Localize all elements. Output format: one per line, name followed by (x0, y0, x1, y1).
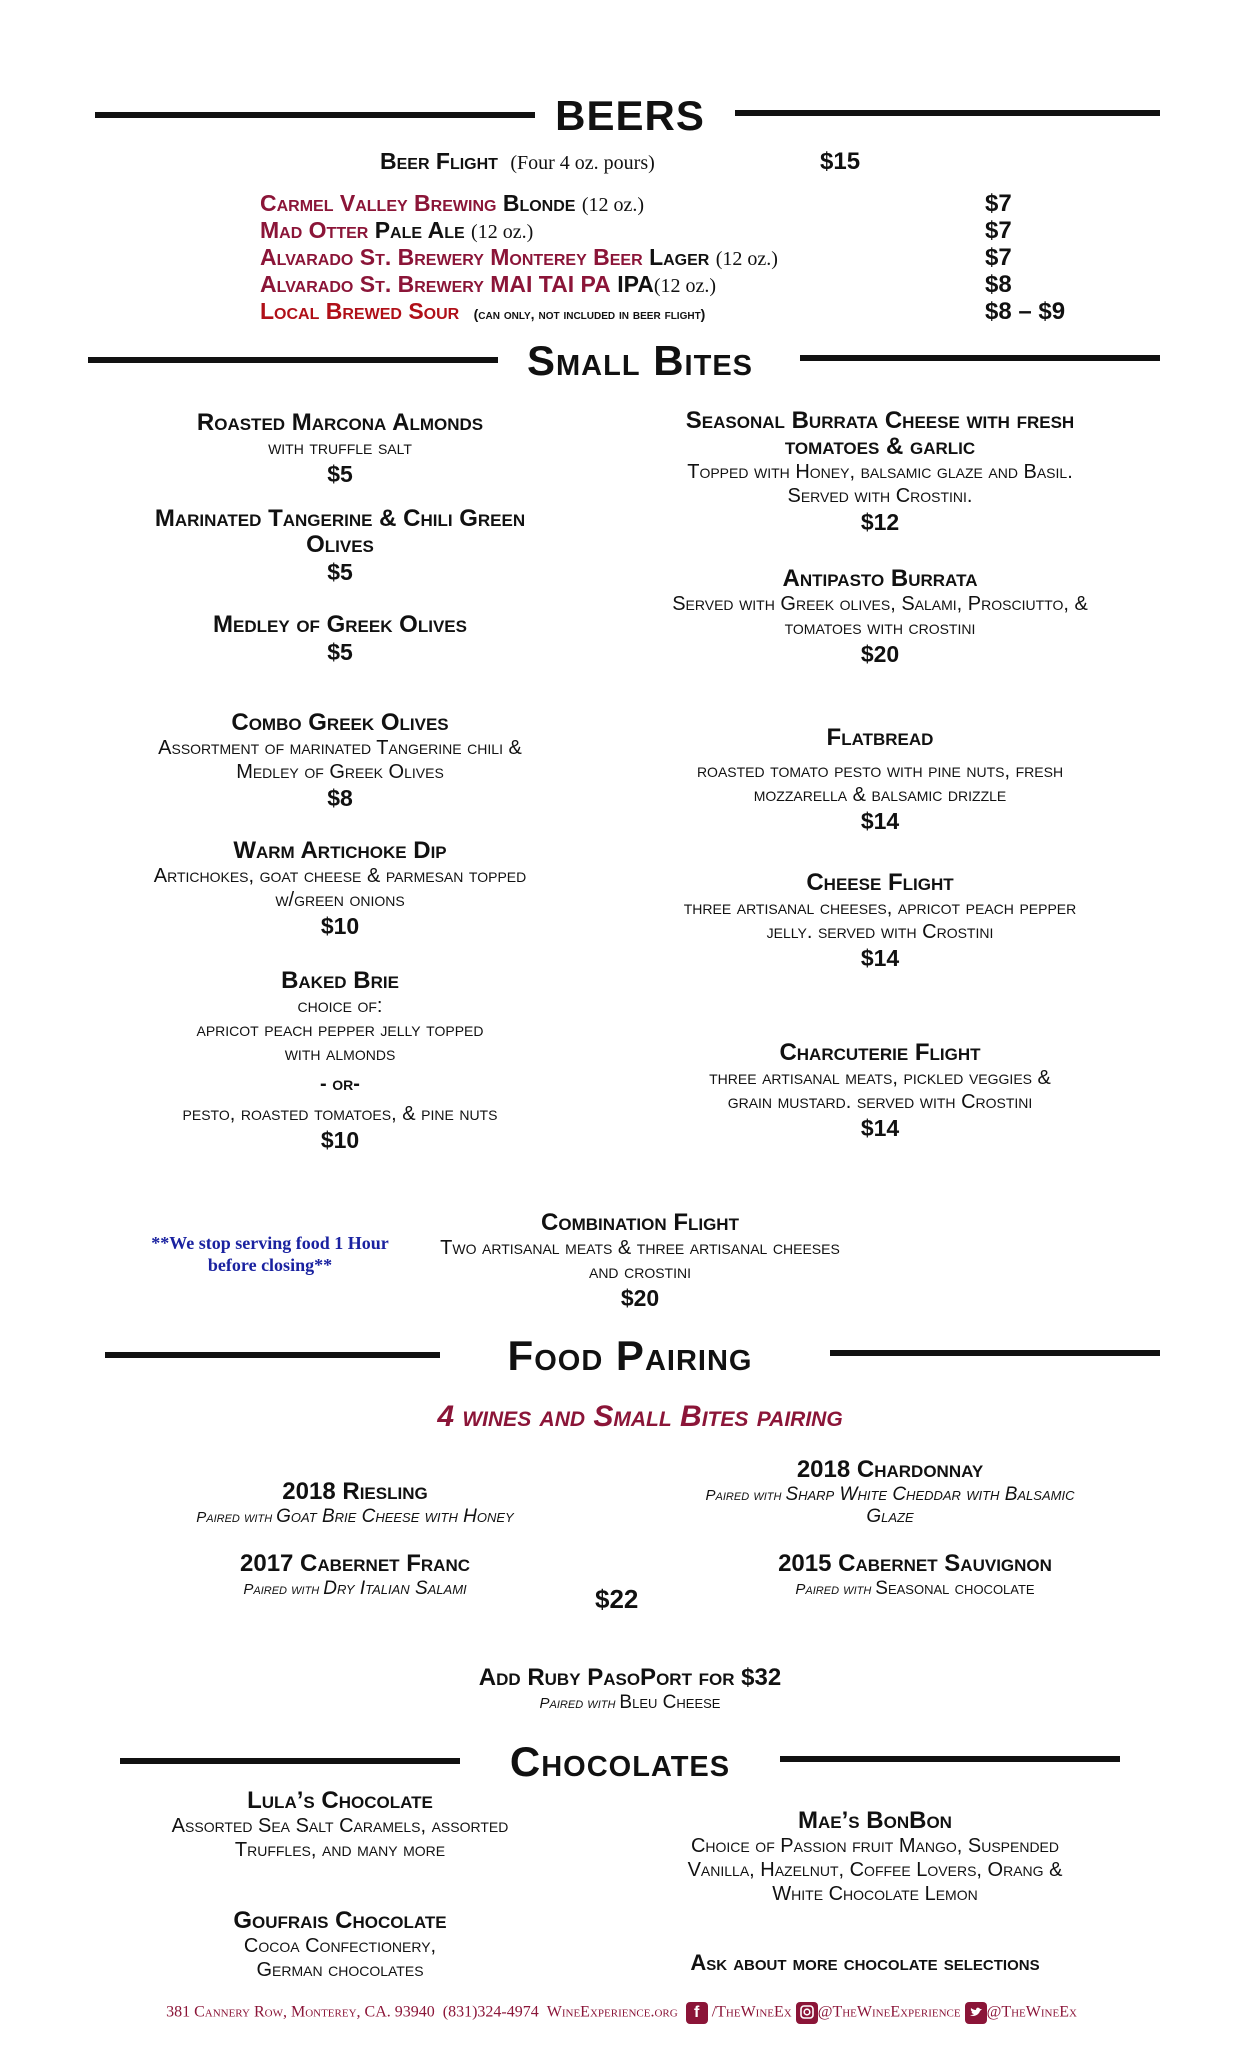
small-bites-rule-right (800, 355, 1160, 361)
footer (0, 2002, 1243, 2024)
menu-item: Medley of Greek Olives $5 (213, 611, 467, 665)
wine-pairing: 2018 Riesling Paired with Goat Brie Cheese with Honey (196, 1478, 514, 1527)
wine-pairing: 2018 Chardonnay Paired with Sharp White Cheddar with Balsamic Glaze (705, 1456, 1075, 1527)
menu-item: Flatbread roasted tomato pesto with pine nuts, fresh mozzarella & balsamic drizzle $14 (696, 724, 1064, 834)
port-addon: Add Ruby PasoPort for $32 Paired with Bleu Cheese (478, 1664, 782, 1713)
beer-flight-name: Beer Flight (380, 148, 498, 174)
food-pairing-rule-right (830, 1350, 1160, 1356)
beer-item: Mad Otter Pale Ale (12 oz.) (260, 217, 534, 243)
small-bites-rule-left (88, 357, 498, 363)
beer-item: Alvarado St. Brewery MAI TAI PA IPA(12 oz.) (260, 271, 717, 297)
chocolate-item: Lula’s Chocolate Assorted Sea Salt Caramels, assorted Truffles, and many more (171, 1787, 509, 1861)
instagram-icon[interactable] (796, 2002, 818, 2024)
food-pairing-rule-left (105, 1352, 440, 1358)
footer-website[interactable]: WineExperience.org (546, 2003, 678, 2021)
menu-item-combination: Combination Flight Two artisanal meats & three artisanal cheeses and crostini $20 (440, 1209, 840, 1311)
beer-price: $8 (985, 271, 1012, 298)
beer-item: Alvarado St. Brewery Monterey Beer Lager (12 oz.) (260, 244, 778, 270)
menu-item: Combo Greek Olives Assortment of marinated Tangerine chili & Medley of Greek Olives $8 (158, 709, 522, 811)
beer-price: $7 (985, 217, 1012, 244)
beer-price: $8 – $9 (985, 298, 1066, 325)
chocolate-item: Mae’s BonBon Choice of Passion fruit Mango, Suspended Vanilla, Hazelnut, Coffee Lovers, Orang & White Chocolate Lemon (687, 1807, 1063, 1905)
menu-item: Antipasto Burrata Served with Greek olives, Salami, Prosciutto, & tomatoes with crostini $20 (672, 565, 1088, 667)
beer-price: $7 (985, 244, 1012, 271)
menu-item: Seasonal Burrata Cheese with fresh tomatoes & garlic Topped with Honey, balsamic glaze and Basil. Served with Crostini. $12 (685, 407, 1075, 535)
twitter-icon[interactable] (965, 2002, 987, 2024)
menu-item: Roasted Marcona Almonds with truffle salt $5 (196, 409, 484, 487)
food-pairing-price: $22 (595, 1584, 639, 1614)
footer-address: 381 Cannery Row, Monterey, CA. 93940 (166, 2003, 435, 2021)
footer-twitter[interactable]: @TheWineEx (986, 2003, 1077, 2021)
chocolates-rule-left (120, 1758, 460, 1764)
beer-flight-price: $15 (820, 148, 861, 175)
menu-item: Cheese Flight three artisanal cheeses, apricot peach pepper jelly. served with Crostini $14 (683, 869, 1077, 971)
ask-more-chocolates: Ask about more chocolate selections (690, 1950, 1040, 1975)
food-pairing-title: Food Pairing (507, 1332, 753, 1379)
food-service-notice: **We stop serving food 1 Hour before closing** (151, 1233, 389, 1275)
beers-rule-left (95, 112, 535, 118)
chocolates-title: Chocolates (509, 1738, 731, 1785)
small-bites-title: Small Bites (527, 337, 753, 384)
facebook-icon[interactable]: f (686, 2002, 708, 2024)
beer-flight-note: (Four 4 oz. pours) (510, 152, 655, 174)
menu-item: Marinated Tangerine & Chili Green Olives $5 (154, 505, 526, 585)
beer-item: Carmel Valley Brewing Blonde (12 oz.) (260, 190, 645, 216)
chocolate-item: Goufrais Chocolate Cocoa Confectionery, German chocolates (233, 1907, 447, 1981)
chocolates-rule-right (780, 1756, 1120, 1762)
footer-instagram[interactable]: @TheWineExperience (817, 2003, 961, 2021)
food-pairing-subtitle: 4 wines and Small Bites pairing (437, 1400, 843, 1433)
footer-phone[interactable]: (831)324-4974 (442, 2003, 539, 2021)
footer-facebook[interactable]: /TheWineEx (711, 2003, 792, 2021)
beer-flight (380, 148, 655, 175)
wine-pairing: 2017 Cabernet Franc Paired with Dry Italian Salami (240, 1550, 470, 1599)
beer-item: Local Brewed Sour (can only, not included in beer flight) (260, 298, 706, 324)
beers-title: BEERS (555, 92, 705, 139)
wine-pairing: 2015 Cabernet Sauvignon Paired with Seasonal chocolate (778, 1550, 1052, 1599)
menu-item: Charcuterie Flight three artisanal meats, pickled veggies & grain mustard. served with Crostini $14 (709, 1039, 1051, 1141)
menu-item-baked-brie: Baked Brie choice of: apricot peach pepper jelly topped with almonds - or- pesto, roasted tomatoes, & pine nuts $10 (182, 967, 498, 1153)
beer-price: $7 (985, 190, 1012, 217)
menu-item: Warm Artichoke Dip Artichokes, goat cheese & parmesan topped w/green onions $10 (153, 837, 527, 939)
beers-rule-right (735, 110, 1160, 116)
